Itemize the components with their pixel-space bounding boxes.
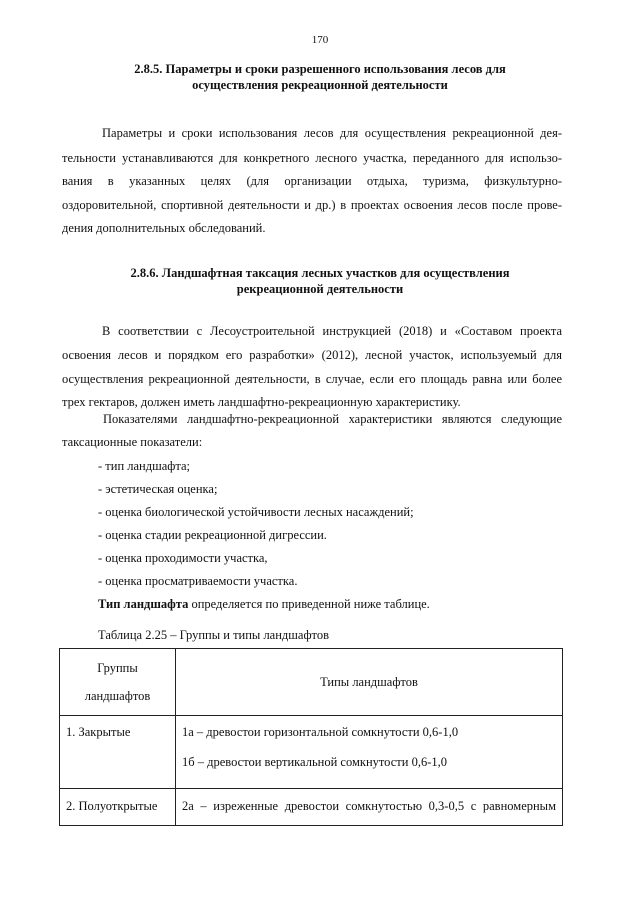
paragraph-line: вания в указанных целях (для организации отдыха, туризма, физкультурно- bbox=[62, 174, 562, 188]
landscape-table bbox=[59, 648, 563, 826]
paragraph-line: тельности устанавливаются для конкретного лесного участка, переданного для использо- bbox=[62, 151, 562, 165]
header-line: ландшафтов bbox=[84, 689, 151, 703]
paragraph-line: оздоровительной, спортивной деятельности и др.) в проектах освоения лесов после прове- bbox=[62, 198, 562, 212]
group-cell bbox=[60, 789, 176, 826]
paragraph-line: Параметры и сроки использования лесов для осуществления рекреационной дея- bbox=[102, 126, 562, 140]
type-line: 1б – древостои вертикальной сомкнутости 0,6-1,0 bbox=[182, 755, 447, 769]
landscape-type-rest: определяется по приведенной ниже таблице. bbox=[188, 597, 430, 611]
paragraph-line: трех гектаров, должен иметь ландшафтно-рекреационную характеристику. bbox=[62, 395, 461, 409]
section-heading-2-8-5 bbox=[70, 61, 570, 93]
list-item: - оценка стадии рекреационной дигрессии. bbox=[98, 528, 327, 542]
list-item: - оценка просматриваемости участка. bbox=[98, 574, 298, 588]
table-header-row bbox=[60, 649, 563, 716]
paragraph-line: таксационные показатели: bbox=[62, 435, 203, 449]
table-caption: Таблица 2.25 – Группы и типы ландшафтов bbox=[98, 628, 329, 642]
table-row bbox=[60, 716, 563, 789]
list-item: - оценка биологической устойчивости лесных насаждений; bbox=[98, 505, 414, 519]
paragraph-line: Показателями ландшафтно-рекреационной характеристики являются следующие bbox=[103, 412, 562, 426]
header-line: Группы bbox=[97, 661, 138, 675]
heading-line: рекреационной деятельности bbox=[236, 282, 404, 296]
heading-line: осуществления рекреационной деятельности bbox=[192, 78, 448, 92]
list-item: - тип ландшафта; bbox=[98, 459, 190, 473]
type-line: 2а – изреженные древостои сомкнутостью 0,3-0,5 с равномерным bbox=[182, 799, 556, 813]
page-number: 170 bbox=[311, 34, 329, 46]
landscape-type-term: Тип ландшафта bbox=[98, 597, 189, 611]
group-text: 2. Полуоткрытые bbox=[66, 799, 158, 813]
group-cell bbox=[60, 716, 176, 789]
list-item: - эстетическая оценка; bbox=[98, 482, 218, 496]
group-text: 1. Закрытые bbox=[66, 725, 131, 739]
header-cell-types: Типы ландшафтов bbox=[176, 649, 563, 716]
table-row bbox=[60, 789, 563, 826]
type-line: 1а – древостои горизонтальной сомкнутости 0,6-1,0 bbox=[182, 725, 459, 739]
heading-line: 2.8.6. Ландшафтная таксация лесных участков для осуществления bbox=[130, 266, 510, 280]
section-heading-2-8-6 bbox=[70, 265, 570, 297]
landscape-type-sentence bbox=[98, 596, 558, 612]
paragraph-line: освоения лесов и порядком его разработки» (2012), лесной участок, используемый для bbox=[62, 348, 562, 362]
paragraph-line: осуществления рекреационной деятельности, в случае, если его площадь равна или более bbox=[62, 372, 562, 386]
paragraph-line: дения дополнительных обследований. bbox=[62, 221, 266, 235]
list-item: - оценка проходимости участка, bbox=[98, 551, 268, 565]
paragraph-line: В соответствии с Лесоустроительной инструкцией (2018) и «Составом проекта bbox=[102, 324, 562, 338]
types-cell bbox=[176, 789, 563, 826]
heading-line: 2.8.5. Параметры и сроки разрешенного использования лесов для bbox=[134, 62, 506, 76]
types-cell bbox=[176, 716, 563, 789]
header-cell-groups bbox=[60, 649, 176, 716]
